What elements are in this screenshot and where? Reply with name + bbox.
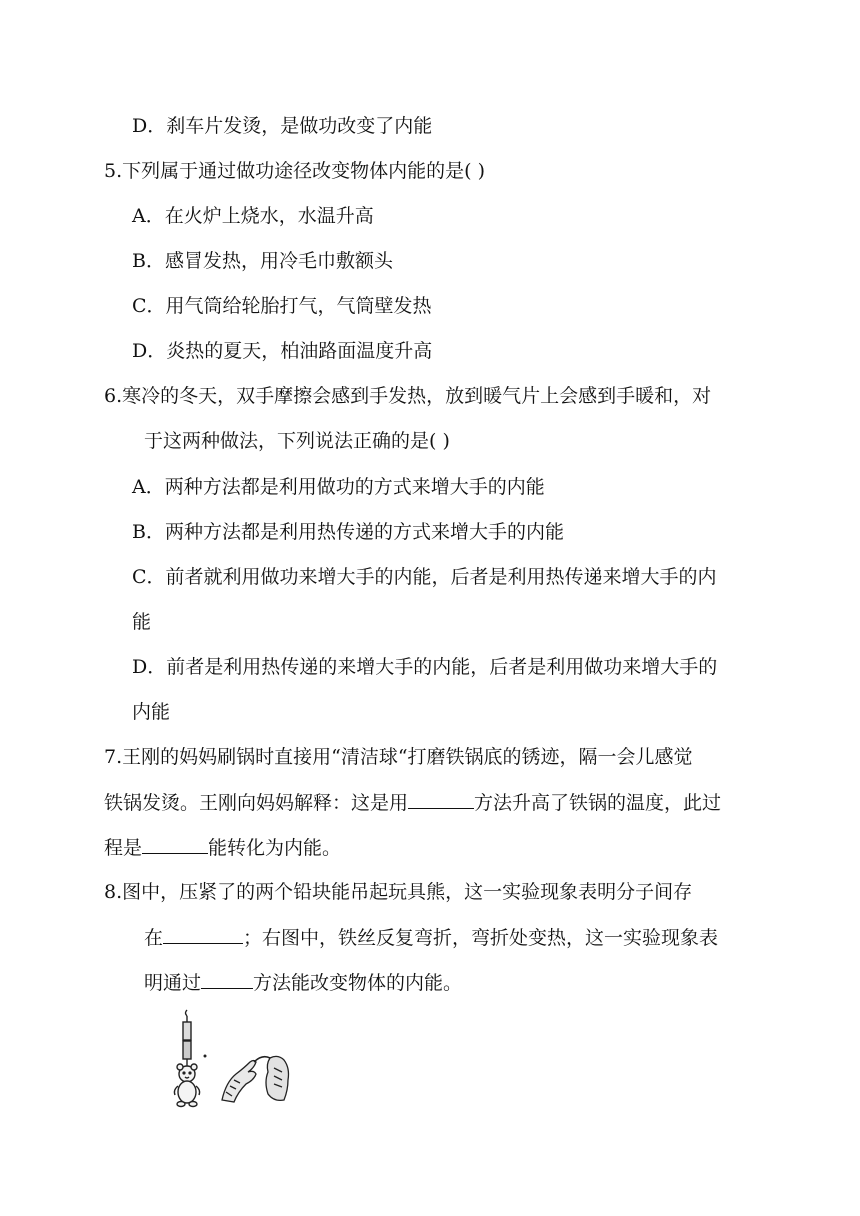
q5-option-b: B．感冒发热，用冷毛巾敷额头 (132, 250, 393, 272)
q7-line3-text-after: 能转化为内能。 (208, 837, 342, 859)
q5-option-d: D．炎热的夏天，柏油路面温度升高 (132, 340, 433, 362)
lead-blocks-with-toy-bear-icon (174, 1010, 205, 1107)
q6-option-c-line1: C．前者就利用做功来增大手的内能，后者是利用热传递来增大手的内 (132, 566, 717, 588)
q8-line1: 8.图中，压紧了的两个铅块能吊起玩具熊，这一实验现象表明分子间存 (104, 881, 693, 903)
q6-option-d-line2: 内能 (132, 701, 171, 723)
q8-line2-text-before: 在 (144, 927, 164, 949)
q8-line3-text-after: 方法能改变物体的内能。 (253, 972, 463, 994)
experiment-figure (160, 1008, 300, 1118)
q6-option-a: A．两种方法都是利用做功的方式来增大手的内能 (132, 476, 545, 498)
q5-stem: 5.下列属于通过做功途径改变物体内能的是( ) (104, 160, 485, 182)
q4-option-d: D．刹车片发烫，是做功改变了内能 (132, 115, 433, 137)
q6-option-b: B．两种方法都是利用热传递的方式来增大手的内能 (132, 521, 564, 543)
q8-line2-text-after: ；右图中，铁丝反复弯折，弯折处变热，这一实验现象表 (243, 927, 719, 949)
q8-answer-blank-2[interactable] (201, 970, 253, 989)
q5-option-a: A．在火炉上烧水，水温升高 (132, 205, 374, 227)
q6-stem-line2: 于这两种做法，下列说法正确的是( ) (144, 430, 450, 452)
hands-bending-wire-icon (222, 1056, 289, 1102)
q7-line3-text-before: 程是 (104, 837, 143, 859)
q7-line1: 7.王刚的妈妈刷锅时直接用“清洁球“打磨铁锅底的锈迹，隔一会儿感觉 (104, 746, 693, 768)
q7-line2-text-after: 方法升高了铁锅的温度，此过 (474, 792, 722, 814)
q6-option-c-line2: 能 (132, 611, 152, 633)
q7-line2 (104, 790, 721, 815)
q6-option-d-line1: D．前者是利用热传递的来增大手的内能，后者是利用做功来增大手的 (132, 656, 718, 678)
q8-answer-blank-1[interactable] (163, 925, 243, 944)
q8-line3-text-before: 明通过 (144, 972, 202, 994)
q5-option-c: C．用气筒给轮胎打气，气筒壁发热 (132, 295, 432, 317)
q7-line3 (104, 835, 341, 860)
q8-line3 (144, 970, 462, 995)
q8-line2 (144, 925, 718, 950)
q7-line2-text-before: 铁锅发烫。王刚向妈妈解释：这是用 (104, 792, 409, 814)
q7-answer-blank-1[interactable] (408, 790, 474, 809)
q6-stem-line1: 6.寒冷的冬天，双手摩擦会感到手发热，放到暖气片上会感到手暖和，对 (104, 385, 712, 407)
q7-answer-blank-2[interactable] (142, 835, 208, 854)
